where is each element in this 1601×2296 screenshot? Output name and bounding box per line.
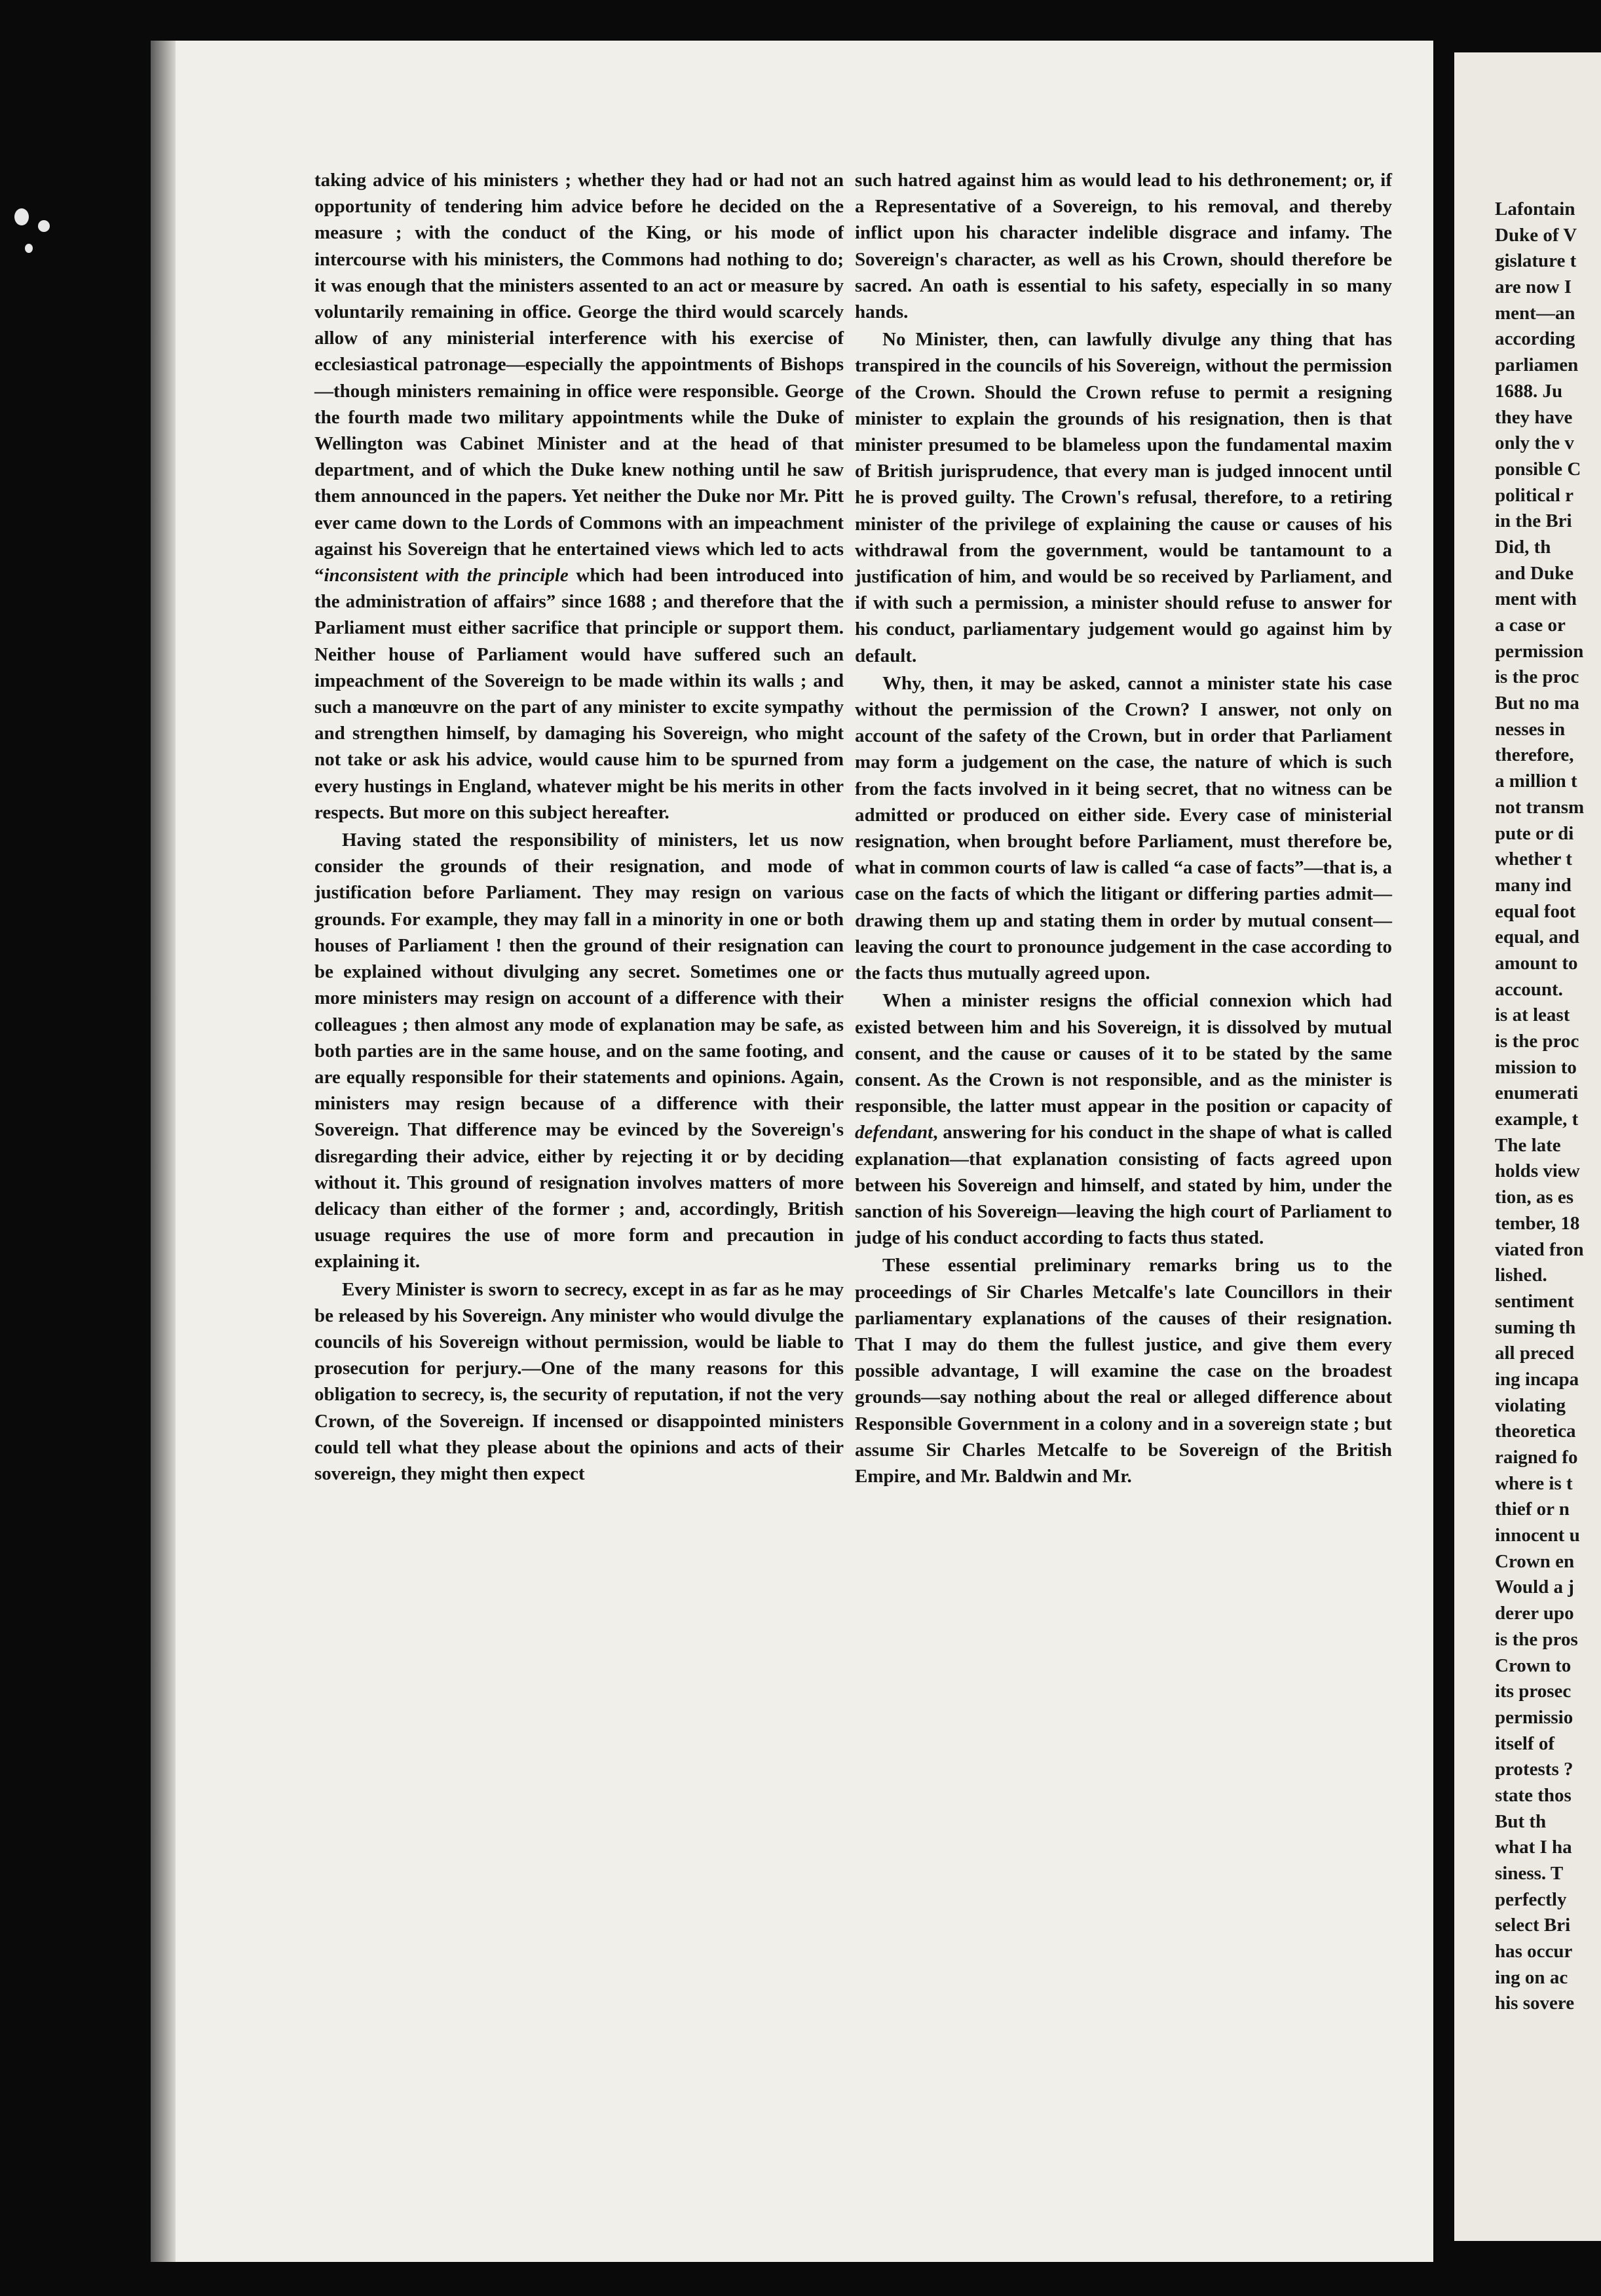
paragraph [314,167,844,826]
adjacent-page-line: political r [1495,484,1574,506]
paragraph: Every Minister is sworn to secrecy, except in as far as he may be released by his Sovereign. Any minister who would divulge the councils of his Sovereign without permission, would be liable to prosecution for perjury.—One of the many reasons for this obligation to secrecy, is, the security of reputation, if not the very Crown, of the Sovereign. If incensed or disappointed ministers could tell what they please about the opinions and acts of their sovereign, they might then expect [314,1278,844,1484]
adjacent-page-line: is at least [1495,1004,1570,1026]
adjacent-page-line: Crown en [1495,1550,1575,1572]
adjacent-page-text [1495,197,1601,2017]
adjacent-page-line: tember, 18 [1495,1212,1580,1234]
page-edge-shadow [151,41,176,2262]
paragraph-text: , answering for his conduct in the shape of what is called explanation—that explanation consisting of facts agreed upon between his Sovereign and himself, and stated by him, under the sanction of his Sovereign—leaving the high court of Parliament to judge of his conduct according to facts thus stated. [855,1122,1392,1249]
paragraph: such hatred against him as would lead to his dethronement; or, if a Representative of a Sovereign, to his removal, and thereby inflict upon his character indelible disgrace and infamy. The Sovereign's character, as well as his Crown, should therefore be sacred. An oath is essential to his safety, especially in so many hands. [855,170,1392,323]
adjacent-page-line: according [1495,328,1575,350]
adjacent-page-line: violating [1495,1394,1566,1416]
adjacent-page-line: Duke of V [1495,224,1577,246]
adjacent-page-line: not transm [1495,796,1585,818]
adjacent-page-line: ment—an [1495,302,1575,324]
adjacent-page-line: are now I [1495,277,1572,298]
adjacent-page-line: is the pros [1495,1628,1578,1650]
adjacent-page-line: a case or [1495,615,1566,636]
adjacent-page-line: theoretica [1495,1421,1576,1442]
adjacent-page-line: a million t [1495,771,1577,792]
paragraph-text: When a minister resigns the official connexion which had existed between him and his Sovereign, it is dissolved by mutual consent, and the cause or causes of it to be stated by the same consent. As the Crown is not responsible, and as the minister is responsible, the latter must appear in the position or capacity of [855,990,1392,1117]
adjacent-page-line: suming th [1495,1316,1576,1338]
emphasis-text: inconsistent with the principle [324,565,569,586]
adjacent-page-line: ponsible C [1495,458,1581,480]
paragraph [855,987,1392,1251]
adjacent-page-line: Did, th [1495,536,1551,558]
adjacent-page-line: The late [1495,1134,1561,1156]
adjacent-page-line: thief or n [1495,1499,1570,1520]
adjacent-page-line: itself of [1495,1732,1554,1754]
adjacent-page-line: whether t [1495,849,1572,870]
adjacent-page-line: parliamen [1495,354,1579,376]
adjacent-page-line: ing incapa [1495,1368,1579,1390]
adjacent-page-line: viated fron [1495,1238,1584,1260]
adjacent-page-line: select Bri [1495,1915,1571,1936]
text-column-left [314,167,844,1487]
adjacent-page-line: pute or di [1495,822,1574,844]
adjacent-page-line: innocent u [1495,1525,1580,1546]
adjacent-page-line: has occur [1495,1941,1573,1962]
paragraph: Why, then, it may be asked, cannot a minister state his case without the permission of the Crown? I answer, not only on account of the safety of the Crown, but in order that Parliament may form a judgement on the case, the nature of which is such from the facts involved in it being secret, that no witness can be admitted or produced on either side. Every case of ministerial resignation, when brought before Parliament, must therefore be, what in common courts of law is called “a case of facts”—that is, a case on the facts of which the litigant or differing parties admit—drawing them up and stating them in order by mutual consent—leaving the court to pronounce judgement in the case according to the facts thus mutually agreed upon. [855,672,1392,984]
adjacent-page-line: state thos [1495,1784,1572,1806]
adjacent-page-line: permission [1495,640,1584,662]
adjacent-page-line: protests ? [1495,1759,1573,1780]
adjacent-page-line: is the proc [1495,666,1579,688]
adjacent-page-line: all preced [1495,1343,1575,1364]
adjacent-page-line: example, t [1495,1109,1579,1130]
dust-speck [25,244,33,253]
adjacent-page-line: lished. [1495,1265,1547,1286]
adjacent-page-line: derer upo [1495,1603,1574,1624]
adjacent-page-line: its prosec [1495,1681,1572,1702]
adjacent-page-line: mission to [1495,1056,1577,1078]
adjacent-page-line: 1688. Ju [1495,380,1563,402]
adjacent-page-line: raigned fo [1495,1447,1578,1468]
adjacent-page-line: and Duke [1495,562,1574,584]
adjacent-page-line: But no ma [1495,693,1579,714]
adjacent-page-line: sentiment [1495,1290,1574,1312]
paragraph: No Minister, then, can lawfully divulge any thing that has transpired in the councils of his Sovereign, without the permission of the Crown. Should the Crown refuse to permit a resigning minister to explain the grounds of his resignation, then is that minister presumed to be blameless upon the fundamental maxim of British jurisprudence, that every man is judged innocent until he is proved guilty. The Crown's refusal, therefore, to a retiring minister of the privilege of explaining the cause or causes of his withdrawal from the government, would be tantamount to a justification of him, and would be so received by Parliament, and if with such a permission, a minister should refuse to answer for his conduct, parliamentary judgement would go against him by default. [855,329,1392,666]
adjacent-page-line: in the Bri [1495,510,1572,532]
adjacent-page-line: his sovere [1495,1993,1575,2014]
adjacent-page-line: what I ha [1495,1837,1572,1858]
adjacent-page-line: where is t [1495,1472,1573,1494]
adjacent-page-line: is the proc [1495,1031,1579,1052]
adjacent-page-line: But th [1495,1810,1547,1832]
text-column-right [855,167,1392,1489]
adjacent-page-line: they have [1495,406,1573,428]
adjacent-page-line: siness. T [1495,1863,1564,1884]
dust-speck [38,220,50,232]
paragraph-text: taking advice of his ministers ; whether they had or had not an opportunity of tendering him advice before he decided on the measure ; with the conduct of the King, or his mode of intercourse with his ministers, the Commons had nothing to do; it was enough that the ministers assented to an act or measure by voluntarily remaining in office. George the third would scarcely allow of any ministerial interference with his exercise of ecclesiastical patronage—especially the appointments of Bishops—though ministers remaining in office were responsible. George the fourth made two military appointments while the Duke of Wellington was Cabinet Minister and at the head of that department, and of which the Duke knew nothing until he saw them announced in the papers. Yet neither the Duke nor Mr. Pitt ever came down to the Lords of Commons with an impeachment against his Sovereign that he entertained views which led to acts “ [314,170,844,586]
dust-speck [14,208,29,225]
adjacent-page-line: Lafontain [1495,199,1575,220]
adjacent-page-line: many ind [1495,874,1572,896]
paragraph: These essential preliminary remarks bring us to the proceedings of Sir Charles Metcalfe's late Councillors in their parliamentary explanations of the causes of their resignation. That I may do them the fullest justice, and give them every possible advantage, I will examine the case on the broadest grounds—say nothing about the real or alleged difference about Responsible Government in a colony and in a sovereign state ; but assume Sir Charles Metcalfe to be Sovereign of the British Empire, and Mr. Baldwin and Mr. [855,1255,1392,1487]
adjacent-page-line: permissio [1495,1706,1573,1728]
adjacent-page-line: only the v [1495,432,1574,454]
adjacent-page-line: gislature t [1495,250,1577,272]
adjacent-page-line: ment with [1495,588,1577,610]
adjacent-page-line: enumerati [1495,1082,1579,1104]
adjacent-page-line: ing on ac [1495,1966,1568,1988]
adjacent-page-line: perfectly [1495,1888,1567,1910]
emphasis-text: defendant [855,1122,933,1143]
book-gutter [1433,41,1454,2262]
adjacent-page-line: equal foot [1495,900,1576,922]
adjacent-page-line: amount to [1495,952,1578,974]
adjacent-page-line: Crown to [1495,1655,1572,1676]
adjacent-page-line: nesses in [1495,718,1566,740]
adjacent-page-line: Would a j [1495,1577,1574,1598]
paragraph-text: which had been introduced into the administration of affairs” since 1688 ; and therefore that the Parliament must either sacrifice that principle or support them. Neither house of Parliament would have suffered such an impeachment of the Sovereign to be made within its walls ; and such a manœuvre on the part of any minister to excite sympathy and strengthen himself, by damaging his Sovereign, who might not take or ask his advice, would cause him to be spurned from every hustings in England, whatever might be his merits in other respects. But more on this subject hereafter. [314,565,844,823]
adjacent-page-line: tion, as es [1495,1187,1574,1208]
paragraph: Having stated the responsibility of ministers, let us now consider the grounds of their resignation, and mode of justification before Parliament. They may resign on various grounds. For example, they may fall in a minority in one or both houses of Parliament ! then the ground of their resignation can be explained without divulging any secret. Sometimes one or more ministers may resign on account of a difference with their colleagues ; then almost any mode of explanation may be safe, as both parties are in the same house, and on the same footing, and are equally responsible for their statements and opinions. Again, ministers may resign because of a difference with their Sovereign. That difference may be evinced by the Sovereign's disregarding their advice, either by rejecting it or by deciding without it. This ground of resignation involves matters of more delicacy than either of the former ; and, accordingly, British usuage requires the use of more form and precaution in explaining it. [314,830,844,1272]
adjacent-page-line: holds view [1495,1160,1580,1182]
adjacent-page-line: account. [1495,978,1563,1000]
adjacent-page-line: equal, and [1495,927,1579,948]
adjacent-page-line: therefore, [1495,744,1574,766]
